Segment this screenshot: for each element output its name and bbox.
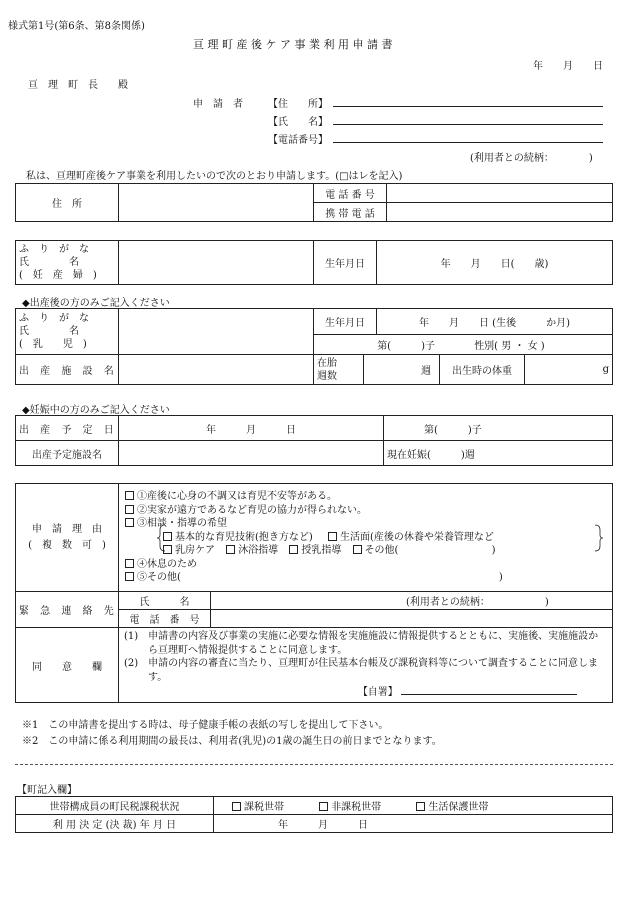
reason-5[interactable]: ⑤その他( ) (125, 571, 609, 585)
infant-dob-label: 生年月日 (314, 309, 377, 335)
emergency-name-label: 氏 名 (119, 592, 211, 610)
birth-weight-field[interactable]: g (525, 355, 613, 385)
paren-label: ( 妊 産 婦 ) (19, 270, 97, 281)
furigana-label: ふ り が な (19, 244, 89, 255)
reason-options (119, 484, 613, 592)
infant-name-text: 氏 名 (19, 326, 79, 337)
lifestyle-checkbox[interactable] (328, 532, 337, 541)
pregnant-order-field[interactable]: 第( )子 (384, 416, 613, 441)
address-label: 住 所 (16, 184, 119, 222)
consent-item-1: (1) 申請書の内容及び事業の実施に必要な情報を実施施設に情報提供するとともに、実施後、実施施設から亘理町へ情報提供することに同意します。 (124, 631, 599, 656)
signature-field[interactable] (401, 684, 577, 695)
infant-order: 第( )子 (377, 341, 435, 352)
birth-facility-field[interactable] (119, 355, 314, 385)
breast-care-label: 乳房ケア (175, 545, 215, 557)
birth-weight-label: 出生時の体重 (440, 355, 525, 385)
infant-dob-field[interactable]: 年 月 日 (生後 か月) (377, 309, 613, 335)
signature-label: 【自署】 (357, 687, 398, 699)
address-table (15, 183, 613, 222)
other-sub-checkbox[interactable] (353, 545, 362, 554)
applicant-tel-label: 【電話番号】 (268, 135, 328, 146)
tax-status-label: 世帯構成員の町民税課税状況 (16, 797, 214, 815)
feeding-label: 授乳指導 (301, 545, 342, 557)
reason-label-2: ( 複 数 可 ) (28, 539, 106, 551)
reason-4-label: ④休息のため (137, 558, 197, 570)
basic-skill-label: 基本的な育児技術(抱き方など) (175, 531, 313, 543)
feeding-checkbox[interactable] (289, 545, 298, 554)
infant-name-label (16, 309, 119, 355)
emergency-label: 緊 急 連 絡 先 (16, 592, 119, 628)
taxed-checkbox[interactable] (232, 802, 241, 811)
reason-4-checkbox[interactable] (125, 559, 134, 568)
gestation-label (314, 355, 364, 385)
other-sub-label: その他( (364, 545, 399, 557)
gestation-label-1: 在胎 (317, 358, 337, 369)
reason-5-label: ⑤その他( (137, 572, 181, 584)
mobile-field[interactable] (387, 203, 613, 222)
page-title: 亘 理 町 産 後 ケ ア 事 業 利 用 申 請 書 (193, 38, 393, 51)
infant-sex: 性別( 男 ・ 女 ) (474, 341, 545, 352)
application-date: 年 月 日 (533, 61, 603, 72)
reason-2-label: ②実家が遠方であるなど育児の協力が得られない。 (137, 504, 367, 516)
form-number: 様式第1号(第6条、第8条関係) (8, 21, 145, 32)
decision-date-label: 利 用 決 定 (決 裁) 年 月 日 (16, 815, 214, 833)
reason-2-checkbox[interactable] (125, 505, 134, 514)
gestation-field[interactable]: 週 (364, 355, 440, 385)
non-taxed-checkbox[interactable] (319, 802, 328, 811)
reason-label (16, 484, 119, 592)
consent-text (119, 628, 613, 703)
welfare-label: 生活保護世帯 (428, 802, 489, 813)
bathing-label: 沐浴指導 (238, 545, 279, 557)
emergency-tel-label: 電 話 番 号 (119, 610, 211, 628)
welfare-checkbox[interactable] (416, 802, 425, 811)
bathing-checkbox[interactable] (226, 545, 235, 554)
reason-3-sub-1 (125, 531, 609, 545)
pregnant-table (15, 415, 613, 466)
mother-name-field[interactable] (119, 241, 314, 285)
mother-dob-label: 生年月日 (314, 241, 377, 285)
intro-text: 私は、亘理町産後ケア事業を利用したいので次のとおり申請します。(□はレを記入) (26, 171, 403, 182)
due-date-field[interactable]: 年 月 日 (119, 416, 384, 441)
birth-facility-label: 出 産 施 設 名 (16, 355, 119, 385)
mother-name-label (16, 241, 119, 285)
office-table (15, 796, 613, 833)
applicant-relation: (利用者との続柄： ) (470, 153, 593, 164)
left-brace (157, 524, 167, 552)
reason-label-1: 申 請 理 由 (32, 523, 102, 535)
planned-facility-field[interactable] (119, 441, 384, 466)
reason-1-label: ①産後に心身の不調又は育児不安等がある。 (137, 491, 337, 503)
right-brace (593, 524, 603, 552)
mobile-label: 携 帯 電 話 (314, 203, 387, 222)
due-date-label: 出 産 予 定 日 (16, 416, 119, 441)
emergency-tel-field[interactable] (211, 610, 613, 628)
taxed-label: 課税世帯 (244, 802, 284, 813)
emergency-name-field[interactable]: (利用者との続柄： ) (211, 592, 613, 610)
planned-facility-label: 出産予定施設名 (16, 441, 119, 466)
applicant-name-line[interactable] (333, 124, 603, 125)
applicant-label: 申 請 者 (193, 99, 243, 110)
postpartum-heading: ◆出産後の方のみご記入ください (22, 298, 170, 309)
reason-3[interactable] (125, 517, 609, 531)
gestation-label-2: 週数 (317, 371, 337, 382)
infant-name-field[interactable] (119, 309, 314, 355)
phone-field[interactable] (387, 184, 613, 203)
consent-item-2: (2) 申請の内容の審査に当たり、亘理町が住民基本台帳及び課税資料等について調査することに同意します。 (124, 658, 598, 683)
note-2: ※2 この申請に係る利用期間の最長は、利用者(乳児)の1歳の誕生日の前日までとなります。 (22, 736, 442, 747)
reason-3-sub-2: 乳房ケア 沐浴指導 授乳指導 その他( ) (125, 544, 609, 558)
consent-label: 同 意 欄 (16, 628, 119, 703)
applicant-address-label: 【住 所】 (268, 99, 328, 110)
phone-label: 電 話 番 号 (314, 184, 387, 203)
addressee: 亘 理 町 長 殿 (28, 80, 128, 91)
reason-table (15, 483, 613, 703)
non-taxed-label: 非課税世帯 (331, 802, 382, 813)
infant-paren-label: ( 乳 児 ) (19, 339, 87, 350)
address-field[interactable] (119, 184, 314, 222)
current-week-field[interactable]: 現在妊娠( )週 (384, 441, 613, 466)
mother-dob-field[interactable]: 年 月 日( 歳) (377, 241, 613, 285)
note-1: ※1 この申請書を提出する時は、母子健康手帳の表紙の写しを提出して下さい。 (22, 720, 389, 731)
infant-table (15, 308, 613, 385)
decision-date-field[interactable]: 年 月 日 (214, 815, 613, 833)
reason-5-checkbox[interactable] (125, 572, 134, 581)
mother-table (15, 240, 613, 285)
applicant-name-label: 【氏 名】 (268, 117, 328, 128)
reason-1[interactable] (125, 490, 609, 504)
reason-3-label: ③相談・指導の希望 (137, 518, 227, 530)
reason-3-checkbox[interactable] (125, 518, 134, 527)
reason-4[interactable] (125, 558, 609, 572)
office-heading: 【町記入欄】 (17, 785, 77, 796)
reason-1-checkbox[interactable] (125, 491, 134, 500)
infant-furigana-label: ふ り が な (19, 313, 89, 324)
name-label: 氏 名 (19, 257, 79, 268)
infant-order-sex[interactable] (314, 335, 613, 355)
reason-2[interactable] (125, 504, 609, 518)
applicant-address-line[interactable] (333, 106, 603, 107)
lifestyle-label: 生活面(産後の休養や栄養管理など (340, 531, 494, 543)
pregnant-heading: ◆妊娠中の方のみご記入ください (22, 405, 170, 416)
applicant-tel-line[interactable] (333, 142, 603, 143)
cut-line (15, 764, 613, 765)
tax-status-field (214, 797, 613, 815)
